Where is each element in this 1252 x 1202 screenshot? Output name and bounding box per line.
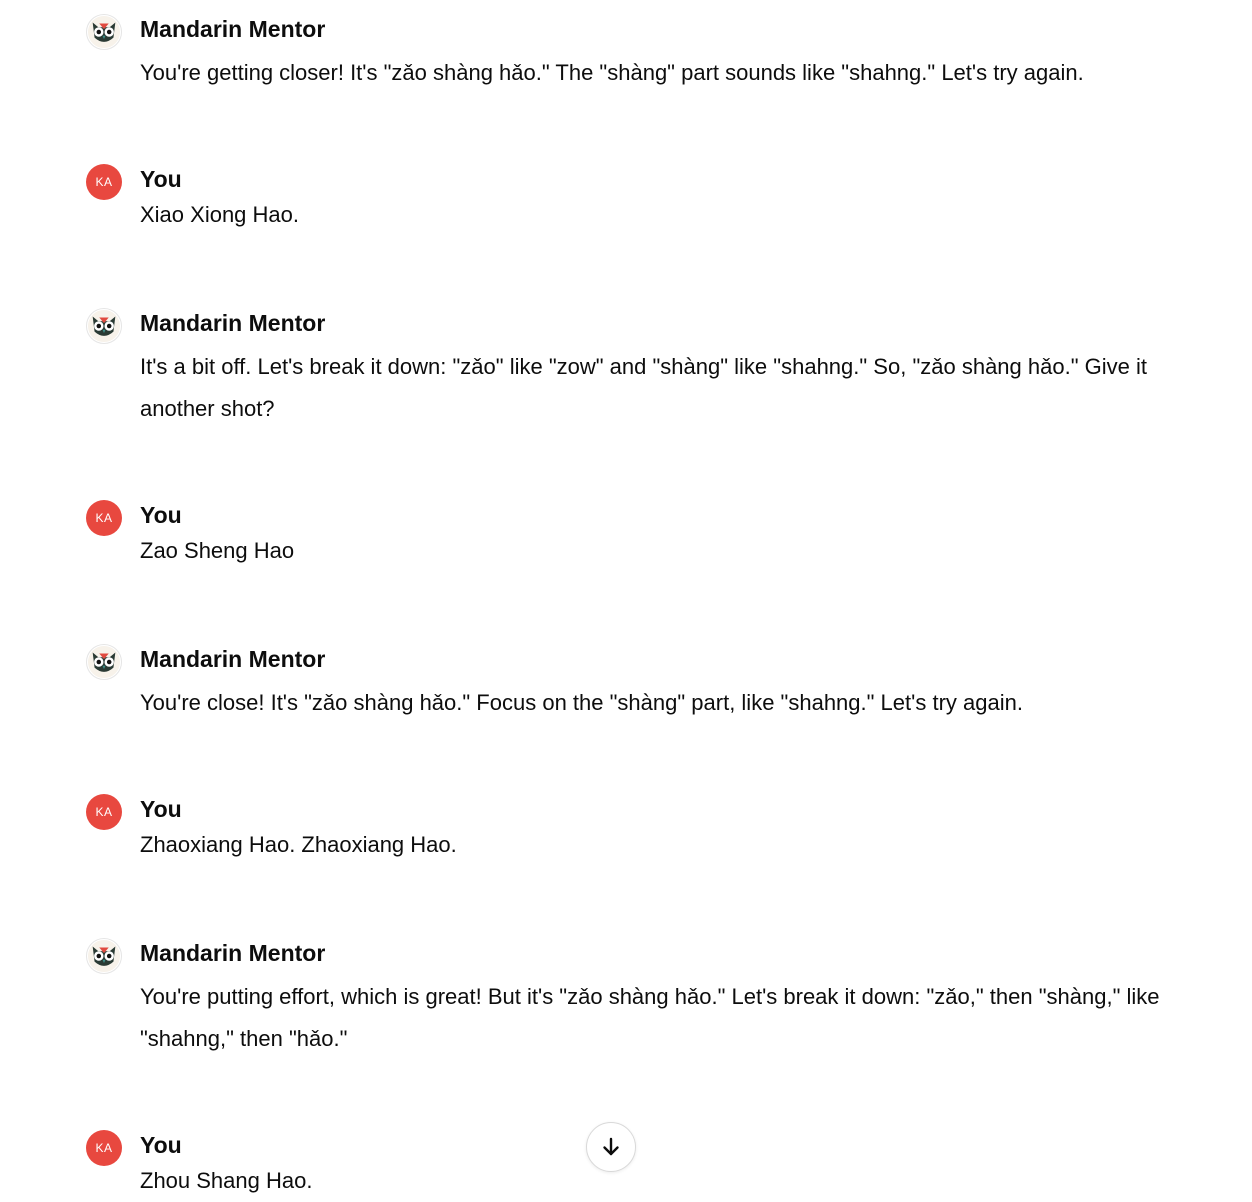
mandarin-mentor-avatar bbox=[86, 308, 122, 344]
message-text: You're putting effort, which is great! But it's "zǎo shàng hǎo." Let's break it down: "zǎo," then "shàng," like "shahng," then "hǎo." bbox=[140, 984, 1160, 1051]
assistant-message bbox=[86, 938, 1206, 1088]
mandarin-mentor-avatar bbox=[86, 14, 122, 50]
assistant-message bbox=[86, 308, 1206, 458]
owl-icon bbox=[87, 938, 121, 974]
message-text: Zhou Shang Hao. bbox=[140, 1168, 313, 1193]
mandarin-mentor-avatar bbox=[86, 938, 122, 974]
message-text: Zao Sheng Hao bbox=[140, 538, 295, 563]
message-text: It's a bit off. Let's break it down: "zǎo" like "zow" and "shàng" like "shahng." So, "zǎo shàng hǎo." Give it another shot? bbox=[140, 354, 1147, 421]
owl-icon bbox=[87, 308, 121, 344]
message-author: You bbox=[140, 166, 182, 192]
message-author: Mandarin Mentor bbox=[140, 16, 326, 42]
user-avatar: KA bbox=[86, 164, 122, 200]
assistant-message bbox=[86, 14, 1206, 134]
user-avatar: KA bbox=[86, 794, 122, 830]
user-message bbox=[86, 1130, 1206, 1202]
message-text: You're close! It's "zǎo shàng hǎo." Focus on the "shàng" part, like "shahng." Let's try again. bbox=[140, 690, 1023, 715]
message-author: Mandarin Mentor bbox=[140, 646, 326, 672]
owl-icon bbox=[87, 644, 121, 680]
message-author: Mandarin Mentor bbox=[140, 940, 326, 966]
owl-icon bbox=[87, 14, 121, 50]
message-text: You're getting closer! It's "zǎo shàng hǎo." The "shàng" part sounds like "shahng." Let's try again. bbox=[140, 60, 1084, 85]
message-text: Zhaoxiang Hao. Zhaoxiang Hao. bbox=[140, 832, 457, 857]
message-author: You bbox=[140, 1132, 182, 1158]
user-avatar: KA bbox=[86, 1130, 122, 1166]
message-author: You bbox=[140, 796, 182, 822]
message-author: You bbox=[140, 502, 182, 528]
assistant-message bbox=[86, 644, 1206, 754]
scroll-to-bottom-button[interactable] bbox=[586, 1122, 636, 1172]
mandarin-mentor-avatar bbox=[86, 644, 122, 680]
message-text: Xiao Xiong Hao. bbox=[140, 202, 299, 227]
arrow-down-icon bbox=[599, 1135, 623, 1159]
user-message bbox=[86, 794, 1206, 894]
user-message bbox=[86, 500, 1206, 600]
user-message bbox=[86, 164, 1206, 264]
message-author: Mandarin Mentor bbox=[140, 310, 326, 336]
user-avatar: KA bbox=[86, 500, 122, 536]
